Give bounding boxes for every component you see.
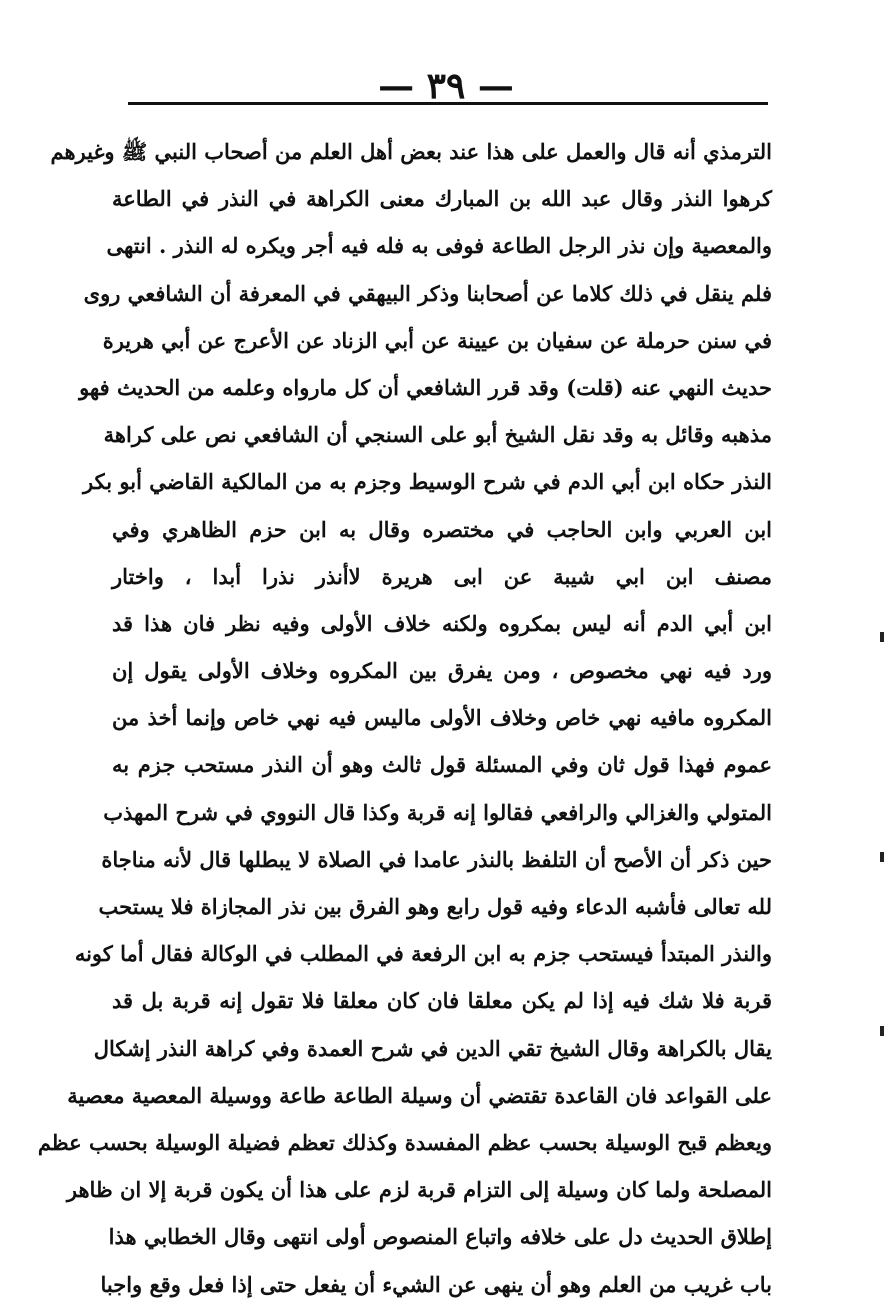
text-line: حديث النهي عنه (قلت) وقد قرر الشافعي أن كل مارواه وعلمه من الحديث فهو [79, 374, 772, 400]
text-line: مذهبه وقائل به وقد نقل الشيخ أبو على السنجي أن الشافعي نص على كراهة [103, 422, 772, 448]
margin-mark [880, 632, 884, 642]
text-line: باب غريب من العلم وهو أن ينهى عن الشيء أن يفعل حتى إذا فعل وقع واجبا [100, 1271, 772, 1297]
body-text [37, 128, 772, 1308]
text-line: الترمذي أنه قال والعمل على هذا عند بعض أهل العلم من أصحاب النبي ﷺ وغيرهم [50, 139, 772, 164]
text-line: ابن أبي الدم أنه ليس بمكروه ولكنه خلاف الأولى وفيه نظر فان هذا قد [112, 610, 772, 636]
text-line: حين ذكر أن الأصح أن التلفظ بالنذر عامدا في الصلاة لا يبطلها قال لأنه مناجاة [101, 846, 772, 872]
text-line: فلم ينقل في ذلك كلاما عن أصحابنا وذكر البيهقي في المعرفة أن الشافعي روى [83, 280, 772, 306]
margin-mark [880, 852, 884, 862]
text-line: ابن العربي وابن الحاجب في مختصره وقال به ابن حزم الظاهري وفي [112, 516, 772, 542]
text-line: والنذر المبتدأ فيستحب جزم به ابن الرفعة في المطلب في الوكالة فقال أما كونه [74, 941, 772, 967]
page-number: — ٣٩ — [378, 65, 514, 107]
text-line: المكروه مافيه نهي خاص وخلاف الأولى ماليس فيه نهي خاص وإنما أخذ من [112, 705, 772, 731]
text-line: المصلحة ولما كان وسيلة إلى التزام قربة لزم على هذا أن يكون قربة إلا ان ظاهر [66, 1177, 772, 1203]
margin-mark [880, 1026, 884, 1036]
text-line: النذر حكاه ابن أبي الدم في شرح الوسيط وجزم به من المالكية القاضي أبو بكر [83, 469, 772, 495]
text-line: والمعصية وإن نذر الرجل الطاعة فوفى به فله فيه أجر ويكره له النذر . انتهى [106, 233, 772, 259]
text-line: قربة فلا شك فيه إذا لم يكن معلقا فان كان معلقا فلا تقول إنه قربة بل قد [112, 988, 772, 1014]
text-line: ورد فيه نهي مخصوص ، ومن يفرق بين المكروه وخلاف الأولى يقول إن [112, 658, 772, 684]
text-line: يقال بالكراهة وقال الشيخ تقي الدين في شرح العمدة وفي كراهة النذر إشكال [93, 1035, 772, 1061]
text-line: لله تعالى فأشبه الدعاء وفيه قول رابع وهو الفرق بين نذر المجازاة فلا يستحب [98, 894, 772, 919]
text-line: على القواعد فان القاعدة تقتضي أن وسيلة الطاعة طاعة ووسيلة المعصية معصية [67, 1082, 772, 1108]
text-line: في سنن حرملة عن سفيان بن عيينة عن أبي الزناد عن الأعرج عن أبي هريرة [102, 327, 772, 353]
text-line: المتولي والغزالي والرافعي فقالوا إنه قربة وكذا قال النووي في شرح المهذب [103, 799, 772, 825]
text-line: عموم فهذا قول ثان وفي المسئلة قول ثالث وهو أن النذر مستحب جزم به [112, 752, 772, 778]
header-rule [128, 102, 768, 105]
text-line: مصنف ابن ابي شيبة عن ابى هريرة لاأنذر نذرا أبدا ، واختار [112, 563, 772, 589]
text-line: كرهوا النذر وقال عبد الله بن المبارك معنى الكراهة في النذر في الطاعة [112, 186, 772, 212]
text-line: ويعظم قبح الوسيلة بحسب عظم المفسدة وكذلك تعظم فضيلة الوسيلة بحسب عظم [37, 1129, 772, 1155]
text-line: إطلاق الحديث دل على خلافه واتباع المنصوص أولى انتهى وقال الخطابي هذا [108, 1224, 772, 1250]
